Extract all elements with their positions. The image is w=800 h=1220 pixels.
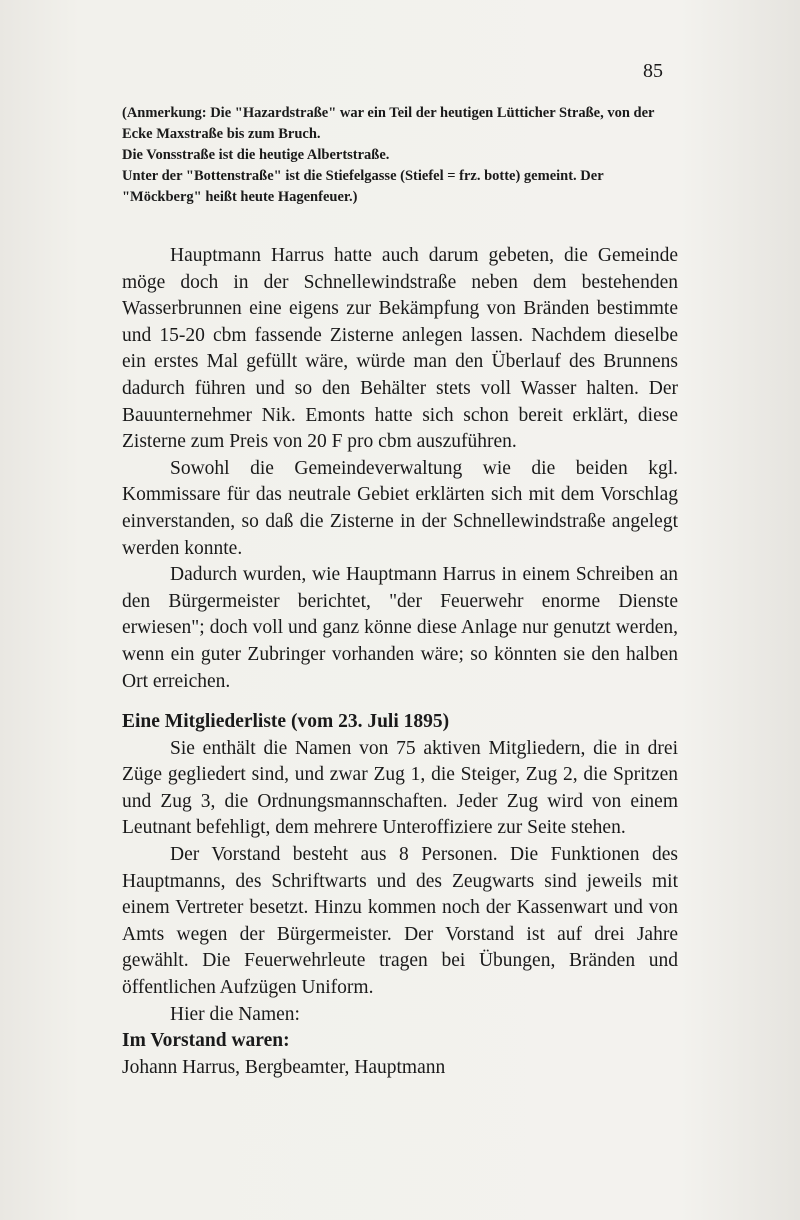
paragraph: Der Vorstand besteht aus 8 Personen. Die Funktionen des Hauptmanns, des Schriftwarts und des Zeugwarts sind jeweils mit einem Vertreter besetzt. Hinzu kommen noch der Kassenwart und von Amts wegen der Bürgermeister. Der Vorstand ist auf drei Jahre gewählt. Die Feuerwehrleute tragen bei Übungen, Bränden und öffentlichen Aufzügen Uniform. <box>122 844 678 999</box>
note-line: (Anmerkung: Die "Hazardstraße" war ein Teil der heutigen Lütticher Straße, von der Ecke Maxstraße bis zum Bruch. <box>122 105 655 142</box>
paragraph: Hier die Namen: <box>170 1003 300 1025</box>
section-heading: Eine Mitgliederliste (vom 23. Juli 1895) <box>122 711 450 733</box>
member-entry: Johann Harrus, Bergbeamter, Hauptmann <box>122 1056 446 1078</box>
editor-note <box>122 103 682 208</box>
paragraph: Hauptmann Harrus hatte auch darum gebeten, die Gemeinde möge doch in der Schnellewindstraße neben dem bestehenden Wasserbrunnen eine eigens zur Bekämpfung von Bränden bestimmte und 15-20 cbm fassende Zisterne anlegen lassen. Nachdem dieselbe ein erstes Mal gefüllt wäre, würde man den Überlauf des Brunnens dadurch führen und so den Behälter stets voll Wasser halten. Der Bauunternehmer Nik. Emonts hatte sich schon bereit erklärt, diese Zisterne zum Preis von 20 F pro cbm auszuführen. <box>122 245 678 453</box>
paragraph: Sie enthält die Namen von 75 aktiven Mitgliedern, die in drei Züge gegliedert sind, und zwar Zug 1, die Steiger, Zug 2, die Spritzen und Zug 3, die Ordnungsmannschaften. Jeder Zug wird von einem Leutnant befehligt, dem mehrere Unteroffiziere zur Seite stehen. <box>122 737 678 839</box>
note-line: Die Vonsstraße ist die heutige Albertstraße. <box>122 147 390 163</box>
page-number: 85 <box>643 60 663 82</box>
body-text <box>122 243 678 1081</box>
note-line: Unter der "Bottenstraße" ist die Stiefelgasse (Stiefel = frz. botte) gemeint. Der "Möckberg" heißt heute Hagenfeuer.) <box>122 168 604 205</box>
paragraph: Dadurch wurden, wie Hauptmann Harrus in einem Schreiben an den Bürgermeister berichtet, "der Feuerwehr enorme Dienste erwiesen"; doch voll und ganz könne diese Anlage nur genutzt werden, wenn ein guter Zubringer vorhanden wäre; so könnten sie den halben Ort erreichen. <box>122 564 678 692</box>
vorstand-heading: Im Vorstand waren: <box>122 1030 290 1052</box>
paragraph: Sowohl die Gemeindeverwaltung wie die beiden kgl. Kommissare für das neutrale Gebiet erklärten sich mit dem Vorschlag einverstanden, so daß die Zisterne in der Schnellewindstraße angelegt werden konnte. <box>122 457 678 559</box>
